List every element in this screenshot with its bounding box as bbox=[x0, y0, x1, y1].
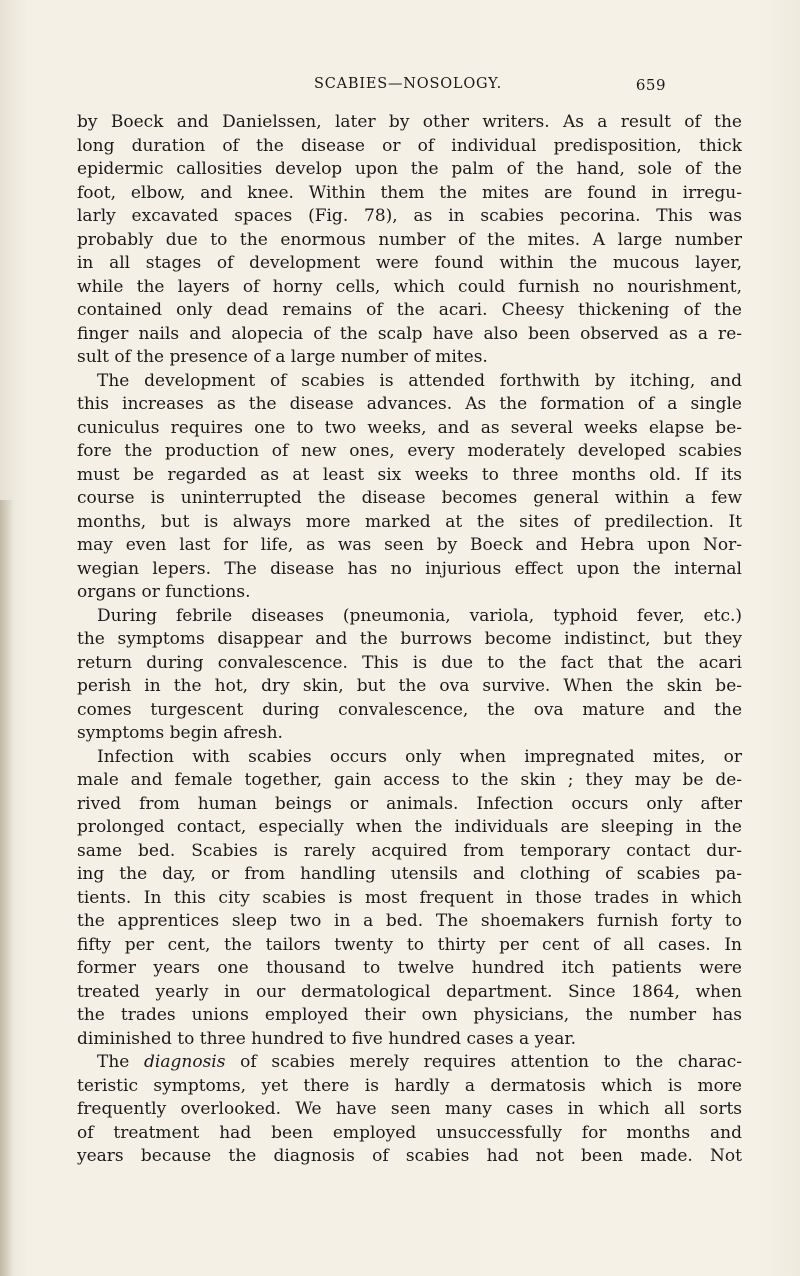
text-span: The bbox=[97, 1052, 130, 1072]
text-line: ing the day, or from handling utensils and clothing of scabies pa- bbox=[77, 864, 742, 884]
text-line: finger nails and alopecia of the scalp have also been observed as a re- bbox=[77, 323, 742, 344]
text-line: former years one thousand to twelve hundred itch patients were bbox=[77, 958, 742, 978]
text-line: tients. In this city scabies is most frequent in those trades in which bbox=[77, 887, 742, 908]
page-number: 659 bbox=[635, 76, 666, 94]
text-line: years because the diagnosis of scabies had not been made. Not bbox=[77, 1146, 742, 1166]
text-line: months, but is always more marked at the sites of predilection. It bbox=[77, 511, 742, 532]
text-line: comes turgescent during convalescence, the ova mature and the bbox=[77, 699, 742, 720]
paragraph-start-line bbox=[77, 1051, 742, 1075]
text-line: course is uninterrupted the disease becomes general within a few bbox=[77, 488, 742, 508]
text-line: same bed. Scabies is rarely acquired from temporary contact dur- bbox=[77, 840, 742, 861]
text-span: of scabies merely requires attention to the charac- bbox=[240, 1052, 742, 1072]
text-line: in all stages of development were found within the mucous layer, bbox=[77, 253, 742, 273]
text-line: teristic symptoms, yet there is hardly a dermatosis which is more bbox=[77, 1075, 742, 1096]
text-line: frequently overlooked. We have seen many cases in which all sorts bbox=[77, 1099, 742, 1119]
gutter-shadow bbox=[0, 500, 14, 1276]
text-line: larly excavated spaces (Fig. 78), as in scabies pecorina. This was bbox=[77, 206, 742, 226]
text-line: must be regarded as at least six weeks to three months old. If its bbox=[77, 464, 742, 485]
text-line: may even last for life, as was seen by Boeck and Hebra upon Nor- bbox=[77, 535, 742, 555]
text-line: sult of the presence of a large number of mites. bbox=[77, 347, 488, 367]
text-line: return during convalescence. This is due to the fact that the acari bbox=[77, 652, 742, 673]
text-line: the trades unions employed their own physicians, the number has bbox=[77, 1005, 742, 1025]
text-line: epidermic callosities develop upon the palm of the hand, sole of the bbox=[77, 159, 742, 179]
text-line: probably due to the enormous number of the mites. A large number bbox=[77, 229, 742, 250]
paragraph-start-line: Infection with scabies occurs only when impregnated mites, or bbox=[97, 746, 742, 767]
body-text bbox=[77, 111, 742, 1169]
text-line: by Boeck and Danielssen, later by other writers. As a result of the bbox=[77, 112, 742, 132]
diagnosis-term: diagnosis bbox=[144, 1052, 226, 1072]
text-line: prolonged contact, especially when the individuals are sleeping in the bbox=[77, 817, 742, 837]
text-line: rived from human beings or animals. Infection occurs only after bbox=[77, 793, 742, 814]
text-line: while the layers of horny cells, which could furnish no nourishment, bbox=[77, 276, 742, 297]
text-line: perish in the hot, dry skin, but the ova survive. When the skin be- bbox=[77, 676, 742, 696]
text-line: organs or functions. bbox=[77, 582, 251, 602]
text-line: wegian lepers. The disease has no injurious effect upon the internal bbox=[77, 558, 742, 579]
paragraph-start-line: The development of scabies is attended forthwith by itching, and bbox=[97, 370, 742, 391]
text-line: cuniculus requires one to two weeks, and as several weeks elapse be- bbox=[77, 417, 742, 438]
text-line: fore the production of new ones, every moderately developed scabies bbox=[77, 441, 742, 461]
text-line: long duration of the disease or of individual predisposition, thick bbox=[77, 135, 742, 156]
text-line: of treatment had been employed unsuccessfully for months and bbox=[77, 1122, 742, 1143]
text-line: foot, elbow, and knee. Within them the mites are found in irregu- bbox=[77, 182, 742, 203]
text-line: fifty per cent, the tailors twenty to thirty per cent of all cases. In bbox=[77, 934, 742, 955]
text-line: diminished to three hundred to five hundred cases a year. bbox=[77, 1028, 577, 1049]
paragraph-start-line: During febrile diseases (pneumonia, variola, typhoid fever, etc.) bbox=[97, 605, 742, 626]
text-line: male and female together, gain access to the skin ; they may be de- bbox=[77, 770, 742, 790]
text-line: symptoms begin afresh. bbox=[77, 723, 283, 743]
text-line: contained only dead remains of the acari. Cheesy thickening of the bbox=[77, 300, 742, 320]
text-line: this increases as the disease advances. As the formation of a single bbox=[77, 394, 742, 414]
text-line: the apprentices sleep two in a bed. The shoemakers furnish forty to bbox=[77, 911, 742, 931]
text-line: treated yearly in our dermatological department. Since 1864, when bbox=[77, 981, 742, 1002]
running-head: SCABIES—NOSOLOGY. bbox=[314, 76, 503, 92]
text-line: the symptoms disappear and the burrows become indistinct, but they bbox=[77, 629, 742, 649]
